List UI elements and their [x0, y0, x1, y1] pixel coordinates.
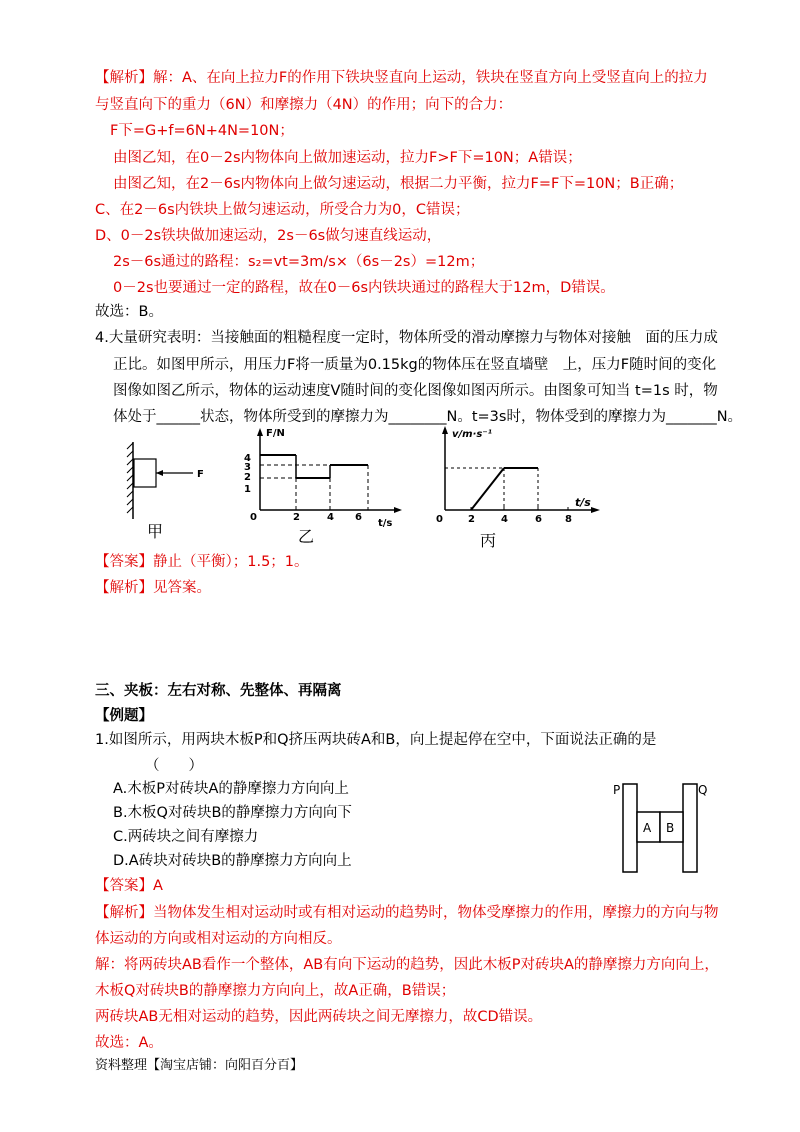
section-heading: 三、夹板：左右对称、先整体、再隔离 — [95, 683, 342, 699]
footer: 资料整理【淘宝店铺：向阳百分百】 — [95, 1058, 304, 1073]
x-tick: 4 — [501, 514, 508, 525]
x-axis-label: t/s — [378, 518, 393, 529]
x-axis-label: t/s — [575, 496, 591, 509]
example-analysis-4: 木板Q对砖块B的静摩擦力方向向上，故A正确，B错误； — [95, 983, 456, 999]
q4-line-4: 体处于______状态，物体所受到的摩擦力为________N。t=3s时，物体受到的摩擦力为_______N。 — [113, 409, 743, 425]
option-d: D.A砖块对砖块B的静摩擦力方向向上 — [113, 853, 352, 869]
analysis-line-8: 2s－6s通过的路程：s₂=vt=3m/s×（6s－2s）=12m； — [113, 254, 485, 270]
analysis-line-5: 由图乙知，在2－6s内物体向上做匀速运动，根据二力平衡，拉力F=F下=10N；B正确； — [113, 176, 684, 192]
block — [134, 459, 156, 487]
caption-yi: 乙 — [298, 527, 315, 546]
example-analysis-2: 体运动的方向或相对运动的方向相反。 — [95, 931, 342, 947]
x-tick: 2 — [468, 514, 475, 525]
velocity-ramp — [471, 468, 504, 510]
figure-jia — [125, 437, 220, 547]
y-tick: 3 — [244, 462, 251, 473]
option-b: B.木板Q对砖块B的静摩擦力方向向下 — [113, 805, 352, 821]
example-answer: 【答案】A — [95, 878, 163, 894]
figure-boards — [610, 780, 710, 875]
analysis-line-2: 与竖直向下的重力（6N）和摩擦力（4N）的作用；向下的合力： — [95, 97, 513, 113]
option-a: A.木板P对砖块A的静摩擦力方向向上 — [113, 781, 349, 797]
analysis-line-3: F下=G+f=6N+4N=10N； — [110, 123, 294, 139]
figure-bing — [430, 422, 610, 557]
board-p — [623, 784, 637, 872]
analysis-line-7: D、0－2s铁块做加速运动，2s－6s做匀速直线运动， — [95, 228, 442, 244]
example-label: 【例题】 — [95, 708, 153, 724]
y-axis-label: F/N — [266, 428, 285, 439]
analysis-line-9: 0－2s也要通过一定的路程，故在0－6s内铁块通过的路程大于12m，D错误。 — [113, 280, 615, 296]
analysis-line-4: 由图乙知，在0－2s内物体向上做加速运动，拉力F>F下=10N；A错误； — [113, 150, 582, 166]
q4-line-1: 4.大量研究表明：当接触面的粗糙程度一定时，物体所受的滑动摩擦力与物体对接触 面的压力成 — [95, 330, 718, 346]
force-label: F — [197, 469, 204, 480]
label-p: P — [613, 783, 621, 797]
caption-bing: 丙 — [480, 531, 497, 550]
x-tick: 6 — [355, 512, 362, 523]
y-tick: 4 — [244, 453, 251, 464]
x-tick: 6 — [535, 514, 542, 525]
x-tick: 0 — [436, 514, 443, 525]
option-c: C.两砖块之间有摩擦力 — [113, 829, 259, 845]
x-tick: 0 — [250, 512, 257, 523]
label-b: B — [666, 821, 675, 835]
y-tick: 1 — [244, 484, 251, 495]
board-q — [683, 784, 697, 872]
y-axis-label: v/m·s⁻¹ — [452, 429, 492, 440]
example-analysis-1: 【解析】当物体发生相对运动时或有相对运动的趋势时，物体受摩擦力的作用，摩擦力的方向与物 — [95, 905, 719, 921]
x-tick: 4 — [327, 512, 334, 523]
y-tick: 2 — [244, 472, 251, 483]
q4-line-3: 图像如图乙所示，物体的运动速度V随时间的变化图像如图丙所示。由图象可知当 t=1s 时，物 — [113, 383, 718, 399]
example-choice: 故选：A。 — [95, 1035, 163, 1051]
example-analysis-3: 解：将两砖块AB看作一个整体，AB有向下运动的趋势，因此木板P对砖块A的静摩擦力方向向上， — [95, 957, 719, 973]
label-a: A — [643, 821, 652, 835]
choice-line: 故选：B。 — [95, 304, 163, 320]
q4-analysis: 【解析】见答案。 — [95, 580, 211, 596]
figure-yi — [238, 422, 408, 552]
analysis-line-6: C、在2－6s内铁块上做匀速运动，所受合力为0，C错误； — [95, 202, 470, 218]
label-q: Q — [698, 783, 708, 797]
analysis-line-1: 【解析】解：A、在向上拉力F的作用下铁块竖直向上运动，铁块在竖直方向上受竖直向上的拉力 — [95, 70, 708, 86]
caption-jia: 甲 — [147, 522, 164, 541]
question-paren: （ ） — [145, 758, 203, 774]
q4-line-2: 正比。如图甲所示，用压力F将一质量为0.15kg的物体压在竖直墙壁 上，压力F随时间的变化 — [113, 357, 717, 373]
q4-answer: 【答案】静止（平衡）；1.5；1。 — [95, 554, 309, 570]
example-analysis-5: 两砖块AB无相对运动的趋势，因此两砖块之间无摩擦力，故CD错误。 — [95, 1009, 543, 1025]
x-tick: 2 — [293, 512, 300, 523]
question-1: 1.如图所示，用两块木板P和Q挤压两块砖A和B，向上提起停在空中，下面说法正确的是 — [95, 732, 657, 748]
x-tick: 8 — [565, 514, 572, 525]
